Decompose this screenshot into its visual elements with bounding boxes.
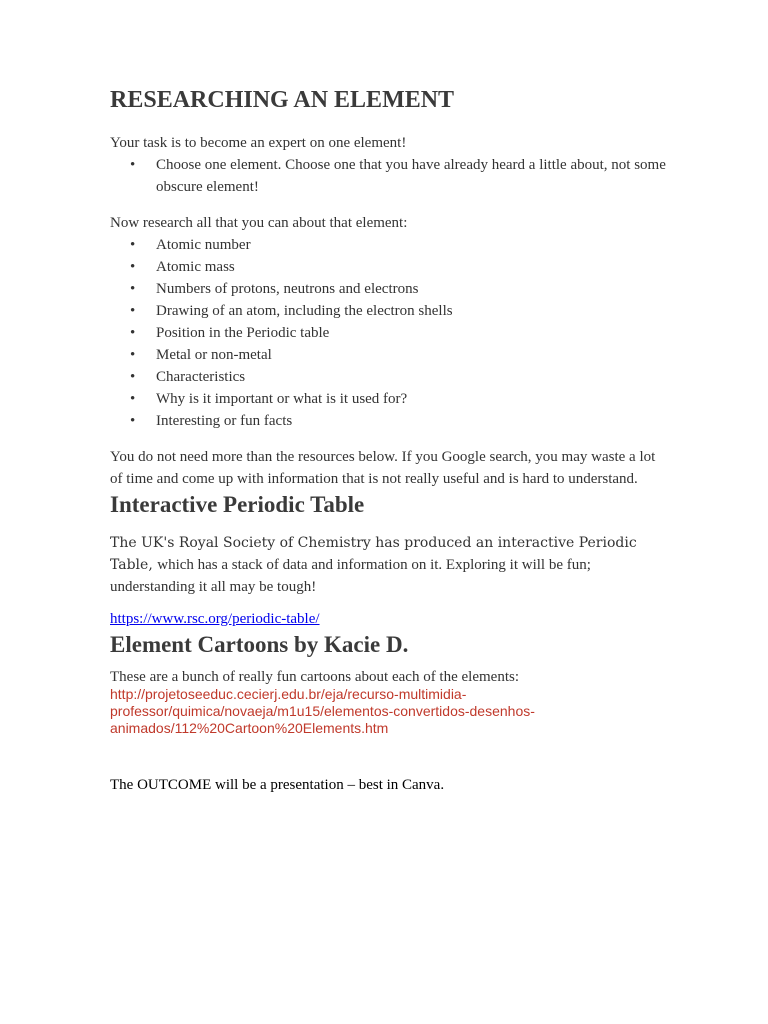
list-item [110, 154, 670, 198]
list-item [110, 278, 670, 300]
cartoons-link-line: animados/112%20Cartoon%20Elements.htm [110, 720, 389, 736]
intro-text: Your task is to become an expert on one element! [110, 135, 407, 151]
bullet-icon: • [130, 391, 136, 407]
list-item [110, 366, 670, 388]
bullet-icon: • [130, 303, 136, 319]
list-item-text: Choose one element. Choose one that you have already heard a little about, not some obscure element! [156, 157, 666, 195]
section-heading-periodic-table: Interactive Periodic Table [110, 492, 365, 517]
outcome-text: The OUTCOME will be a presentation – best in Canva. [110, 777, 445, 793]
list-item [110, 256, 670, 278]
list-item-text: Atomic number [156, 237, 251, 253]
section-heading-element-cartoons: Element Cartoons by Kacie D. [110, 632, 409, 657]
periodic-table-description-lead: The UK's Royal Society of Chemistry has produced an interactive Periodic Table, [110, 535, 637, 573]
list-item-text: Interesting or fun facts [156, 413, 293, 429]
list-item-text: Metal or non-metal [156, 347, 272, 363]
periodic-table-description [110, 532, 670, 598]
cartoons-link[interactable] [110, 686, 670, 737]
bullet-icon: • [130, 413, 136, 429]
list-item [110, 234, 670, 256]
bullet-icon: • [130, 259, 136, 275]
list-item-text: Drawing of an atom, including the electron shells [156, 303, 453, 319]
list-item [110, 300, 670, 322]
document-title: RESEARCHING AN ELEMENT [110, 87, 455, 113]
resources-note: You do not need more than the resources below. If you Google search, you may waste a lot of time and come up with information that is not really useful and is hard to understand. [110, 449, 656, 487]
list-item-text: Atomic mass [156, 259, 235, 275]
document-page [110, 84, 670, 796]
rsc-periodic-table-link[interactable]: https://www.rsc.org/periodic-table/ [110, 611, 320, 627]
research-intro: Now research all that you can about that element: [110, 215, 408, 231]
list-item [110, 344, 670, 366]
research-list [110, 234, 670, 432]
list-item [110, 322, 670, 344]
list-item [110, 388, 670, 410]
bullet-icon: • [130, 237, 136, 253]
list-item-text: Why is it important or what is it used for? [156, 391, 408, 407]
list-item-text: Characteristics [156, 369, 246, 385]
list-item-text: Position in the Periodic table [156, 325, 330, 341]
bullet-icon: • [130, 369, 136, 385]
bullet-icon: • [130, 347, 136, 363]
cartoons-description: These are a bunch of really fun cartoons about each of the elements: [110, 669, 519, 685]
list-item-text: Numbers of protons, neutrons and electrons [156, 281, 419, 297]
bullet-icon: • [130, 157, 136, 173]
periodic-table-description-rest: which has a stack of data and information on it. Exploring it will be fun; understanding it all may be tough! [110, 557, 591, 595]
cartoons-link-line: http://projetoseeduc.cecierj.edu.br/eja/recurso-multimidia- [110, 686, 467, 702]
list-item [110, 410, 670, 432]
choose-list [110, 154, 670, 198]
bullet-icon: • [130, 281, 136, 297]
cartoons-link-line: professor/quimica/novaeja/m1u15/elementos-convertidos-desenhos- [110, 703, 535, 719]
bullet-icon: • [130, 325, 136, 341]
